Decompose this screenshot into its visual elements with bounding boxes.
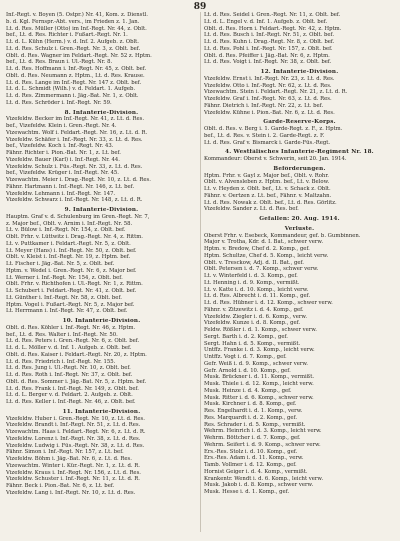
text-line: Oblt. d. Res. Sommer i. Jäg.-Bat. Nr. 5, z. Hptm. bef. [6,378,147,385]
text-line: Vizefeldw. Schulz i. Füs.-Regt. Nr. 33, z. Lt. d. Res. [6,163,143,170]
text-line: Lt. d. Res. Kuhn i. Drag.-Regt. Nr. 8, z. Oblt. bef. [204,39,335,45]
text-line: Res. Engelhardt i. d. 1. Komp., verw. [204,408,303,414]
text-line: Lt. d. Res. Voigt i. Inf.-Regt. Nr. 38, z. Oblt. bef. [204,59,332,66]
left-column [6,12,197,497]
text-line: Oblt. v. Alvensleben z. Hptm. bef., Lt. v. Below. [204,179,330,186]
text-line: Oblt. d. Res. Neumann z. Hptm., Lt. d. Res. Krause. [6,72,145,79]
section-heading: 4. Westfälisches Infanterie-Regiment Nr. 18. [225,149,374,156]
text-line: Oblt. d. Res. Wagner im Feldart.-Regt. Nr. 52 z. Hptm. [6,52,152,59]
section-heading: 9. Infanterie-Division. [64,207,139,213]
text-line: Ers.-Res. Adam i. d. 11. Komp., verw. [204,455,304,462]
right-column [204,12,395,496]
text-line: bef., Vizefeldw. Klein i. Gren.-Regt. Nr. 4. [6,123,117,129]
text-line: Oblt. v. Tresckow, Adj. d. II. Bat., gef. [204,259,304,266]
text-line: Vizefeldw. Ziegler i. d. 6. Komp., verw. [204,313,308,320]
text-line: Kommandeur: Oberst v. Schwerin, seit 20. Jan. 1914. [204,156,347,162]
text-line: Wehrm. Böttcher i. d. 7. Komp., gef. [204,435,301,441]
text-line: Oblt. d. Res. Kaiser i. Feldart.-Regt. Nr. 20, z. Hptm. [6,351,147,358]
text-line: Lt. d. L. Möller v. d. Inf. 1. Aufgeb. z. Oblt. bef. [6,345,132,351]
text-line: Vizefeldw. Lorenz i. Inf.-Regt. Nr. 38, z. Lt. d. Res. [6,435,141,442]
text-line: Vizefeldw. Kühne i. Pion.-Bat. Nr. 6, z. Lt. d. Res. [204,109,335,116]
text-line: Vizefeldw. Böhm i. Jäg.-Bat. Nr. 6, z. Lt. d. Res. [6,456,132,462]
text-line: Res. Marquardt i. d. 2. Komp., gef. [204,414,298,421]
text-line: Tamb. Vollmer i. d. 12. Komp., gef. [204,462,297,468]
text-line: Lt. Schubert i. Feldart.-Regt. Nr. 41, z. Oblt. bef. [6,288,137,294]
text-line: Hptm. Frhr. v. Gayl z. Major bef., Oblt. v. Rohr. [204,172,329,179]
section-heading: 10. Infanterie-Division. [62,318,141,324]
text-line: Vizefeldw. Huber i. Gren.-Regt. Nr. 10, z. Lt. d. Res. [6,415,145,422]
text-line: Oberst Frhr. v. Esebeck, Kommandeur, gef. b. Gumbinnen. [204,232,361,239]
text-line: Lt. d. Res. Zimmermann i. Jäg.-Bat. Nr. 1, z. Oblt. [6,93,139,99]
text-line: Vizewachtm. Meier i. Drag.-Regt. Nr. 10, z. Lt. d. Res. [6,177,151,183]
text-line: Musk. Jakob i. d. 8. Komp., schwer verw. [204,482,314,489]
text-line: Oblt. d. Res. Köhler i. Inf.-Regt. Nr. 46, z. Hptm. [6,324,136,331]
text-line: Lt. d. L. Schmidt (Wilh.) v. d. Feldart. 1. Aufgeb. [6,86,136,93]
text-line: Lt. d. Res. Hoffmann i. Inf.-Regt. Nr. 45, z. Oblt. bef. [6,66,147,72]
text-line: Musk. Kirchner i. d. 8. Komp., gef. [204,401,297,408]
text-line: b. d. Kgl. Fernspr.-Abt. vers., im Frieden z. 1. Jan. [6,18,140,25]
text-line: Lt. Herrmann i. Inf.-Regt. Nr. 47, z. Oblt. bef. [6,308,128,315]
text-line: Lt. d. L. Kühn (Herm.) v. d. Inf. 2. Aufgeb. z. Oblt. [6,39,139,45]
text-line: Lt. Meyer (Hans) i. Inf.-Regt. Nr. 50, z. Oblt. bef. [6,247,137,254]
text-line: Fähnr. Dietrich i. Inf.-Regt. Nr. 22, z. Lt. bef. [204,102,324,109]
text-line: Fähnr. Richter i. Pion.-Bat. Nr. 1, z. Lt. bef. [6,150,121,156]
text-line: Vizefeldw. Otto i. Inf.-Regt. Nr. 62, z. Lt. d. Res. [204,82,332,89]
text-line: Lt. d. Res. Graf v. Bismarck i. Garde-Füs.-Regt. [204,139,331,146]
text-line: bef., Lt. d. Res. Braun i. Ul.-Regt. Nr. 8. [6,59,113,66]
text-line: Hptm. v. Wedel i. Gren.-Regt. Nr. 6, z. Major bef. [6,267,137,274]
text-line: Vizefeldw. Becker im Inf.-Regt. Nr. 41, z. Lt. d. Res. [6,116,145,123]
section-heading: 11. Infanterie-Division. [62,408,141,415]
text-line: Inf.-Regt. v. Boyen (5. Ostpr.) Nr. 41, Kom. z. Dienstl. [6,12,148,18]
text-line: Sergt. Barth i. d. 2. Komp., gef. [204,333,288,340]
text-line: Vizefeldw. Graf i. Inf.-Regt. Nr. 63, z. Lt. d. Res. [204,96,332,102]
text-line: Hptm. v. Bredow, Chef d. 2. Komp., gef. [204,246,310,252]
text-line: Vizefeldw. Sander z. Lt. d. Res. bef. [204,206,299,213]
text-line: Lt. Günther i. Inf.-Regt. Nr. 58, z. Oblt. bef. [6,294,122,301]
text-line: Lt. Henning i. d. 9. Komp., vermißt. [204,279,300,286]
text-line: Lt. d. Res. Friedrich i. Inf.-Regt. Nr. 155. [6,358,116,365]
text-line: Hauptm. Graf v. d. Schulenburg im Gren.-Regt. Nr. 7, [6,213,150,220]
text-line: Vizefeldw. Ernst i. Inf.-Regt. Nr. 23, z. Lt. d. Res. [204,75,335,82]
column-divider [200,12,201,532]
text-line: Vizefeldw. Kunze i. d. 8. Komp., gef. [204,320,301,327]
text-line: Hptm. Vogel i. Fußart.-Regt. Nr. 5, z. Major bef. [6,301,135,308]
text-line: bef., Lt. d. Res. Richter i. Fußart.-Regt. Nr. 1. [6,32,128,39]
text-line: Vizefeldw. Schäfer i. Inf.-Regt. Nr. 33, z. Lt. d. Res. [6,136,143,143]
text-line: Oblt. d. Res. Pfeiffer i. Jäg.-Bat. Nr. 6, z. Hptm. [204,52,330,59]
text-line: Oblt. Frhr. v. Lüttwitz i. Drag.-Regt. Nr. 4, z. Rittm. [6,234,143,240]
section-heading: 8. Infanterie-Division. [64,109,139,116]
text-line: z. Major bef., Oblt. v. Arnim i. Inf.-Regt. Nr. 58. [6,220,133,227]
text-line: Lt. d. Res. Lange im Inf.-Regt. Nr. 147 z. Oblt. bef. [6,79,142,86]
text-line: Res. Schrader i. d. 5. Komp., vermißt. [204,421,306,428]
text-line: Oblt. d. Res. v. Berg i. 1. Garde-Regt. z. F., z. Hptm. [204,126,343,132]
section-heading: Verluste. [284,225,315,232]
text-line: Oblt. v. Kleist i. Inf.-Regt. Nr. 19, z. Hptm. bef. [6,254,131,261]
text-line: Gefr. Arnold i. d. 10. Komp., gef. [204,367,291,374]
section-heading: Beförderungen. [273,165,326,172]
text-line: Feldw. Rößler i. d. 1. Komp., schwer verw. [204,327,317,333]
text-line: Untffz. Vogt i. d. 7. Komp., gef. [204,354,287,360]
text-line: Lt. d. Res. Roth i. Inf.-Regt. Nr. 37, z. Oblt. bef. [6,372,133,378]
text-line: Lt. d. Res. Hübner i. d. 12. Komp., schwer verw. [204,300,333,306]
section-heading: Gefallen: 20. Aug. 1914. [259,216,340,222]
text-line: Hptm. Schultze, Chef d. 5. Komp., leicht verw. [204,252,329,259]
text-line: Sergt. Hahn i. d. 5. Komp., vermißt. [204,340,301,347]
text-line: Lt. d. Res. Jung i. Ul.-Regt. Nr. 10, z. Oblt. bef. [6,365,131,372]
text-line: Vizefeldw. Kraus i. Inf.-Regt. Nr. 156, z. Lt. d. Res. [6,469,141,476]
text-line: Lt. d. Res. Müller (Otto) im Inf.-Regt. Nr. 44, z. Oblt. [6,25,147,32]
text-line: Lt. d. Res. Schröder i. Inf.-Regt. Nr. 59. [6,99,112,106]
text-line: Vizewachtm. Winter i. Kür.-Regt. Nr. 1, z. Lt. d. R. [6,462,140,469]
text-line: Fähnr. Hartmann i. Inf.-Regt. Nr. 146, z. Lt. bef. [6,183,135,190]
text-line: Vizefeldw. Ludwig i. Füs.-Regt. Nr. 38, z. Lt. d. Res. [6,442,145,449]
text-line: Lt. d. L. Berger v. d. Feldart. 2. Aufgeb. z. Oblt. [6,392,133,399]
text-line: Gefr. Weiß i. d. 9. Komp., schwer verw. [204,360,308,367]
text-line: Lt. d. Res. Peters i. Gren.-Regt. Nr. 6, z. Oblt. bef. [6,338,140,345]
text-line: Oblt. d. Res. Horn i. Feldart.-Regt. Nr. 42, z. Hptm. [204,25,342,32]
text-line: Vizefeldw. Schwarz i. Inf.-Regt. Nr. 148, z. Lt. d. R. [6,197,143,204]
page-number: 89 [193,2,207,12]
text-line: Fähnr. Beck i. Pion.-Bat. Nr. 6, z. Lt. bef. [6,483,115,489]
text-line: Vizefeldw. Brandt i. Inf.-Regt. Nr. 51, z. Lt. d. Res. [6,422,141,429]
text-line: Fähnr. v. Zitzewitz i. d. 4. Komp., gef. [204,306,304,313]
text-line: Musk. Hesse i. d. 1. Komp., gef. [204,489,290,495]
text-line: Lt. d. Res. Seidel i. Gren.-Regt. Nr. 11, z. Oblt. bef. [204,12,341,18]
text-line: Vizewachtm. Stein i. Feldart.-Regt. Nr. 21, z. Lt. d. R. [204,89,348,96]
text-line: Lt. d. Res. Keller i. Inf.-Regt. Nr. 46, z. Oblt. bef. [6,399,136,405]
section-heading: 12. Infanterie-Division. [260,69,339,75]
text-line: Lt. Werner i. Inf.-Regt. Nr. 154, z. Oblt. bef. [6,274,123,281]
text-line: Lt. v. Bülow i. Inf.-Regt. Nr. 154, z. Oblt. bef. [6,227,126,234]
text-line: Lt. d. Res. Frank i. Inf.-Regt. Nr. 149, z. Oblt. bef. [6,385,139,392]
text-line: Musk. Ritter i. d. 6. Komp., schwer verw. [204,394,314,401]
text-line: Hornist Geiger i. d. 4. Komp., vermißt. [204,468,308,475]
text-line: Vizefeldw. Lehmann i. Inf.-Regt. Nr. 147. [6,190,116,197]
text-line: bef., Lt. d. Res. Walter i. Inf.-Regt. Nr. 50. [6,331,118,338]
text-line: Vizefeldw. Lang i. Inf.-Regt. Nr. 10, z. Lt. d. Res. [6,489,136,496]
text-line: Oblt. Frhr. v. Richthofen i. Ul.-Regt. Nr. 1, z. Rittm. [6,281,143,288]
text-line: Lt. v. Heyden z. Oblt. bef., Lt. v. Schack z. Oblt. [204,186,331,192]
text-line: Krankentr. Wendt i. d. 6. Komp., leicht verw. [204,475,324,482]
text-line: Vizefeldw. Bauer (Karl) i. Inf.-Regt. Nr. 44. [6,156,120,163]
text-line: Musk. Brückner i. d. 11. Komp., vermißt. [204,374,315,381]
text-line: Untffz. Franke i. d. 3. Komp., leicht verw. [204,347,315,354]
text-line: Ers.-Res. Stolz i. d. 10. Komp., gef. [204,448,298,455]
section-heading: Garde-Reserve-Korps. [263,119,336,126]
text-line: Lt. d. Res. Pohl i. Inf.-Regt. Nr. 157, z. Oblt. bef. [204,45,333,52]
text-line: Vizewachtm. Haas i. Feldart.-Regt. Nr. 6, z. Lt. d. R. [6,429,146,435]
text-line: Lt. d. Res. Nowak z. Oblt. bef., Lt. d. Res. Görlitz. [204,199,337,206]
text-line: Lt. d. Res. Busch i. Inf.-Regt. Nr. 51, z. Oblt. bef. [204,32,335,39]
text-line: Lt. v. Puttkamer i. Feldart.-Regt. Nr. 5, z. Oblt. [6,240,131,247]
text-line: Vizefeldw. Schuster i. Inf.-Regt. Nr. 11, z. Lt. d. R. [6,476,140,483]
text-line: Fähnr. v. Oertzen z. Lt. bef., Fähnr. v. Maltzahn. [204,192,332,199]
text-line: Wehrm. Seifert i. d. 9. Komp., schwer verw. [204,441,321,448]
text-line: Major v. Trotha, Kdr. d. I. Bat., schwer verw. [204,239,324,246]
text-line: Oblt. Petersen i. d. 7. Komp., schwer verw. [204,266,319,273]
text-line: Lt. d. L. Engel v. d. Inf. 1. Aufgeb. z. Oblt. bef. [204,18,328,25]
text-line: Lt. d. Res. Albrecht i. d. 11. Komp., gef. [204,293,311,300]
text-line: Lt. v. Winterfeld i. d. 3. Komp., gef. [204,273,298,279]
text-line: Musk. Heinze i. d. 4. Komp., gef. [204,387,292,394]
text-line: bef., Lt. d. Res. v. Stein i. 2. Garde-Regt. z. F. [204,132,325,139]
text-line: Fähnr. Simon i. Inf.-Regt. Nr. 157, z. Lt. bef. [6,449,124,456]
text-line: Musk. Thiele i. d. 12. Komp., leicht verw. [204,381,314,387]
text-line: Lt. v. Katte i. d. 10. Komp., leicht verw. [204,286,309,293]
text-line: bef., Vizefeldw. Krüger i. Inf.-Regt. Nr. 45. [6,170,119,177]
text-line: Wehrm. Heinrich i. d. 3. Komp., leicht verw. [204,428,322,435]
text-line: bef., Vizefeldw. Koch i. Inf.-Regt. Nr. 43. [6,143,114,150]
text-line: Lt. Fischer i. Jäg.-Bat. Nr. 5, z. Oblt. bef. [6,261,115,267]
text-line: Lt. d. Res. Schulz i. Gren.-Regt. Nr. 3, z. Oblt. bef. [6,45,141,52]
text-line: Vizewachtm. Wolf i. Feldart.-Regt. Nr. 16, z. Lt. d. R. [6,129,148,136]
